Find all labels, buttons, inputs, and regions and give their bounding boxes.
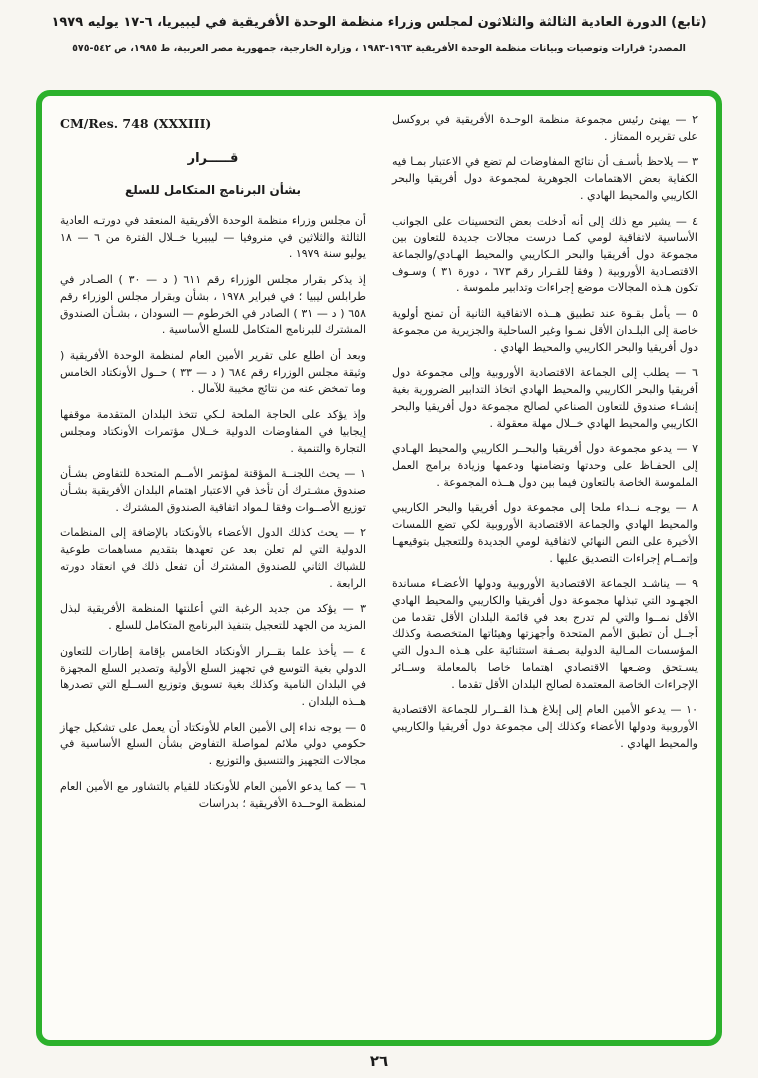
resolution-paragraph: ٣ — يؤكد من جديد الرغبة التي أعلنتها المنظمة الأفريقية لبذل المزيد من الجهد للتعجيل بتنفيذ البرنامج المتكامل للسلع . (60, 602, 366, 633)
resolution-title: قـــــرار (187, 151, 239, 166)
resolution-paragraph: ٥ — يوجه نداء إلى الأمين العام للأونكتاد أن يعمل على تشكيل جهاز حكومي دولي ملائم لمواصلة التفاوض بشأن السلع الأساسية في مجالات التجهيز والتنسيق والتوزيع . (60, 720, 366, 768)
session-title: (تابع) الدورة العادية الثالثة والثلاثون لمجلس وزراء منظمة الوحدة الأفريقية في ليبيريا، ٦-١٧ يوليه ١٩٧٩ (51, 15, 707, 30)
page-header (0, 14, 758, 55)
green-border-frame (36, 90, 722, 1046)
page-number: ٢٦ (369, 1052, 389, 1070)
source-citation: المصدر: قرارات وتوصيات وبيانات منظمة الوحدة الأفريقية ١٩٦٣-١٩٨٣ ، وزارة الخارجية، جمهورية مصر العربية، ط ١٩٨٥، ص ٥٤٢-٥٧٥ (72, 43, 686, 55)
resolution-paragraph: وإذ يؤكد على الحاجة الملحة لـكي تتخذ البلدان المتقدمة موقفها إيجابيا في المفاوضات الدولية خــلال مؤتمرات الأونكتاد ومجلس التجارة والتنمية . (60, 408, 366, 455)
resolution-paragraph: ٥ — يأمل بقـوة عند تطبيق هــذه الاتفاقية الثانية أن تمنح أولوية خاصة إلى البلـدان الأقل نمـوا وغير الساحلية والجزيرية من مجموعة دول أفريقيا والبحر الكاريبي والمحيط الهادي . (392, 307, 698, 354)
resolution-paragraph: ٢ — يهنئ رئيس مجموعة منظمة الوحـدة الأفريقية في بروكسل على تقريره الممتاز . (392, 113, 698, 143)
resolution-paragraph: أن مجلس وزراء منظمة الوحدة الأفريقية المنعقد في دورتـه العادية الثالثة والثلاثين في منروفيا — ليبيريا خــلال الفترة من ٦ — ١٨ يوليو سنة ١٩٧٩ . (60, 213, 367, 261)
resolution-paragraph: ٢ — يحث كذلك الدول الأعضاء بالأونكتاد بالإضافة إلى المنظمات الدولية التي لم تعلن بعد عن تعهدها بتقديم مساهمات طوعية للشباك الثاني للصندوق المشترك أن تفعل ذلك في انعقاد دورته الرابعة . (60, 526, 366, 590)
resolution-paragraph: ٩ — يناشـد الجماعة الاقتصادية الأوروبية ودولها الأعضـاء مساندة الجهـود التي تبذلها مجموعة دول أفريقيا والكاريبي والمحيط الهادي الأقل نمــوا والتي لم تدرج بعد في قائمة البلدان الأقل تقدما من أجــل أن تطبق الأمم المتحدة وأجهزتها وهيئاتها المتخصصة وكذلك المؤسسات المـالية الدولية بصـفة استثنائية على هـذه الـدول التي يسـتحق وضـعها الاقتصادي اهتماما خاصا بالمعاملة وســائر الإجراءات الخاصة المعتمدة لصالح البلدان الأقل تقدما . (392, 577, 698, 691)
resolution-paragraph: إذ يذكر بقرار مجلس الوزراء رقم ٦١١ ( د — ٣٠ ) الصـادر في طرابلس ليبيا ؛ في فبراير ١٩٧٨ ، بشأن وبقرار مجلس الوزراء رقم ٦٥٨ ( د — ٣١ ) الصادر في الخرطوم — السودان ، بشـأن الصندوق المشترك للبرنامج المتكامل للسلع الأساسية . (60, 273, 367, 337)
resolution-paragraph: ٨ — يوجـه نــداء ملحا إلى مجموعة دول أفريقيا والبحر الكاريبي والمحيط الهادي والجماعة الاقتصادية الأوروبية لكي تضع اللمسات الأخيرة على النص النهائي لاتفاقية لومي الجديدة وللتعجيل بتوقيعهـا وإتمــام إجراءات التصديق عليها . (392, 501, 698, 565)
resolution-subtitle: بشأن البرنامج المتكامل للسلع (125, 182, 301, 197)
resolution-paragraph: ٤ — يأخذ علما بقــرار الأونكتاد الخامس بإقامة إطارات للتعاون الدولي بغية التوسع في تجهيز السلع الأولية وتصدير السلع المجهزة في البلدان النامية وكذلك بغية تسويق وتوزيع الســلع التي تصدرها هــذه البلدان . (60, 644, 366, 708)
resolution-paragraph: ٣ — يلاحظ بأسـف أن نتائج المفاوضات لم تضع في الاعتبار بمـا فيه الكفاية بعض الاهتمامات الجوهرية لمجموعة دول أفريقيا والبحر الكاريبي والمحيط الهادي . (392, 155, 698, 202)
resolution-paragraph: ١ — يحث اللجنــة المؤقتة لمؤتمر الأمــم المتحدة للتفاوض بشـأن صندوق مشـترك أن تأخذ في الاعتبار اهتمام البلدان الأفريقية بشـأن توزيع الأصــوات وفقا لـمواد اتفاقية الصندوق المشترك . (60, 467, 366, 514)
resolution-paragraph: وبعد أن اطلع على تقرير الأمين العام لمنظمة الوحدة الأفريقية ( وثيقة مجلس الوزراء رقم ٦٨٤ ( د — ٣٣ ) حــول الأونكتاد الخامس وما تمخض عنه من نتائج مخيبة للآمال . (60, 349, 366, 396)
resolution-paragraph: ٤ — يشير مع ذلك إلى أنه أدخلت بعض التحسينات على الجوانب الأساسية لاتفاقية لومي كمـا درست مجالات جديدة للتعاون بين مجموعة دول أفريقيا والبحر الـكاريبي والمحيط الهـادي/والجماعة الاقتصـادية الأوروبية ( وفقا للقـرار رقم ٦٧٣ ، دورة ٣١ ) وسـوف تكون هـذه المجالات موضع إجراءات وتدابير ملموسة . (392, 214, 698, 295)
resolution-paragraph: ١٠ — يدعو الأمين العام إلى إبلاغ هـذا القــرار للجماعة الاقتصادية الأوروبية ودولها الأعضاء وكذلك إلى مجموعة دول أفريقيا والكاريبي والمحيط الهادي . (392, 703, 698, 750)
resolution-paragraph: ٧ — يدعو مجموعة دول أفريقيا والبحــر الكاريبي والمحيط الهـادي إلى الحفـاظ على وحدتها وتضامنها ودعمها وزيادة برامج العمل الملموسة الخاصة بالتعاون فيما بين دول هــذه المجموعة . (392, 442, 698, 489)
resolution-reference: CM/Res. 748 (XXXIII) (60, 116, 212, 131)
two-column-text (42, 96, 716, 1040)
left-column (60, 112, 366, 1030)
resolution-paragraph: ٦ — كما يدعو الأمين العام للأونكتاد للقيام بالتشاور مع الأمين العام لمنظمة الوحــدة الأفريقية ؛ بدراسات (60, 779, 366, 810)
right-column (392, 112, 698, 1030)
resolution-paragraph: ٦ — يطلب إلى الجماعة الاقتصادية الأوروبية وإلى مجموعة دول أفريقيا والبحر الكاريبي والمحيط الهادي اتخاذ التدابير الضرورية بغية إنشـاء صندوق للتعاون الصناعي لصالح مجموعة دول أفريقيا والبحر الكاريبي والمحيط الهادي خــلال مهلة معقولة . (392, 366, 698, 430)
